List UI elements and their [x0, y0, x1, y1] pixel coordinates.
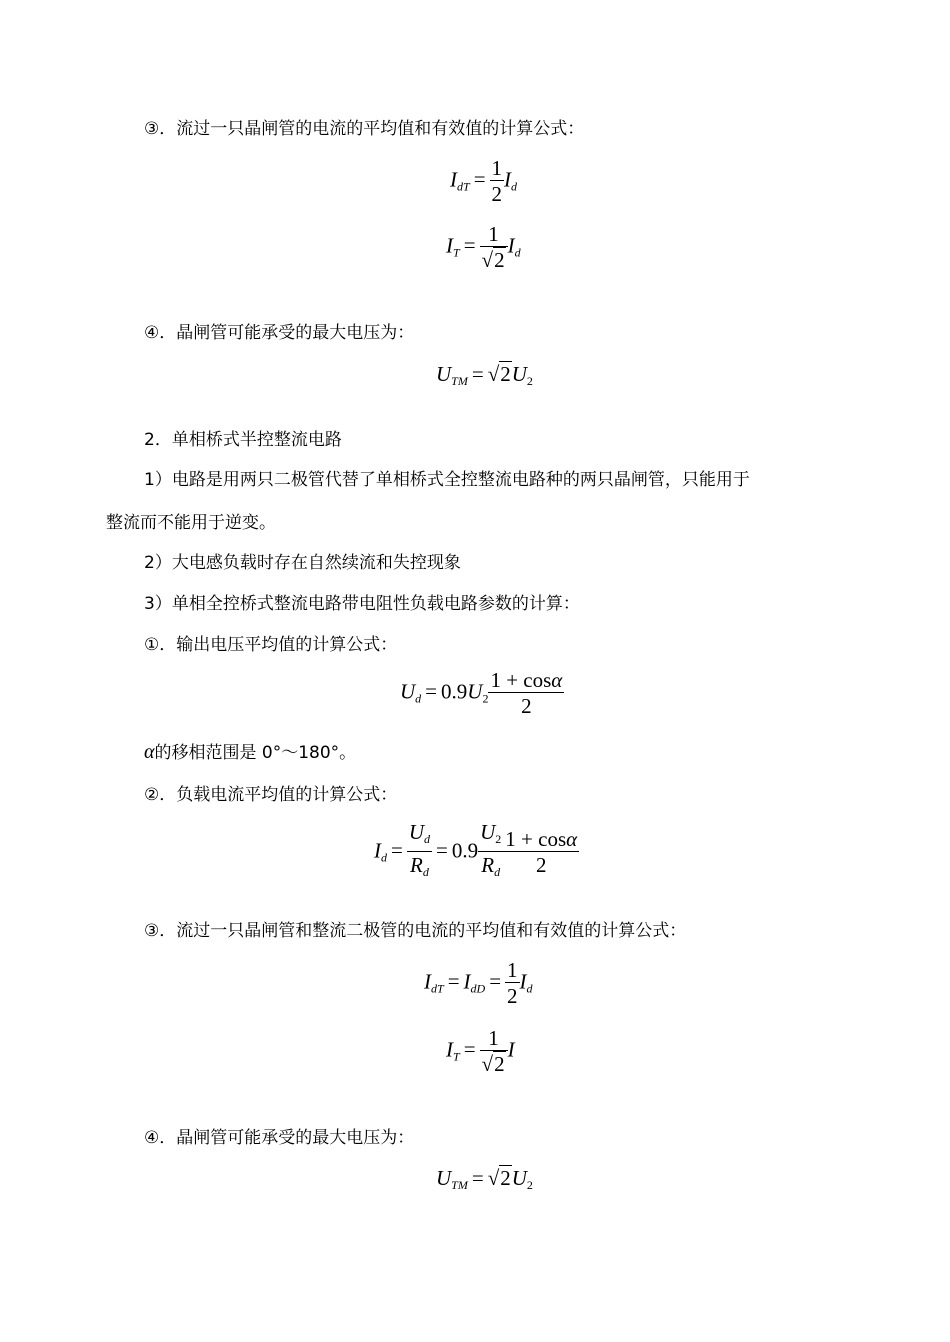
item-3-text: ③．流过一只晶闸管的电流的平均值和有效值的计算公式： [144, 119, 585, 139]
item-1-text: ①．输出电压平均值的计算公式： [144, 635, 398, 655]
alpha-symbol: α [144, 741, 155, 763]
paragraph-1b: 整流而不能用于逆变。 [106, 513, 276, 533]
formula-idt: IdT = $\frac{1}{2}$ Id [450, 156, 518, 206]
item-2-text: ②．负载电流平均值的计算公式： [144, 785, 398, 805]
formula-it-2: IT = $\frac{1}{√2}$ I [446, 1026, 515, 1076]
paragraph-3: 3）单相全控桥式整流电路带电阻性负载电路参数的计算： [144, 594, 580, 614]
item-3b-text: ③．流过一只晶闸管和整流二极管的电流的平均值和有效值的计算公式： [144, 921, 687, 941]
formula-utm: UTM = √2U2 [436, 362, 533, 388]
alpha-range-text: α的移相范围是 0°～180°。 [144, 741, 357, 763]
item-4-text: ④．晶闸管可能承受的最大电压为： [144, 323, 415, 343]
formula-id: Id = $\frac{Ud}{Rd}$ = 0.9 $\frac{U2}{Rd}$ $\frac{1 + \cos\alpha}{2}$ [374, 820, 579, 885]
section-heading: 2．单相桥式半控整流电路 [144, 430, 342, 450]
formula-utm-2: UTM = √2U2 [436, 1166, 533, 1192]
formula-it: IT = $\frac{1}{√2}$ Id [446, 222, 521, 272]
item-4b-text: ④．晶闸管可能承受的最大电压为： [144, 1128, 415, 1148]
formula-idt-idd: IdT = IdD = $\frac{1}{2}$ Id [424, 958, 533, 1008]
formula-ud: Ud = 0.9U2 $\frac{1 + \cos\alpha}{2}$ [400, 668, 563, 718]
paragraph-1a: 1）电路是用两只二极管代替了单相桥式全控整流电路种的两只晶闸管，只能用于 [144, 470, 750, 490]
paragraph-2: 2）大电感负载时存在自然续流和失控现象 [144, 553, 461, 573]
